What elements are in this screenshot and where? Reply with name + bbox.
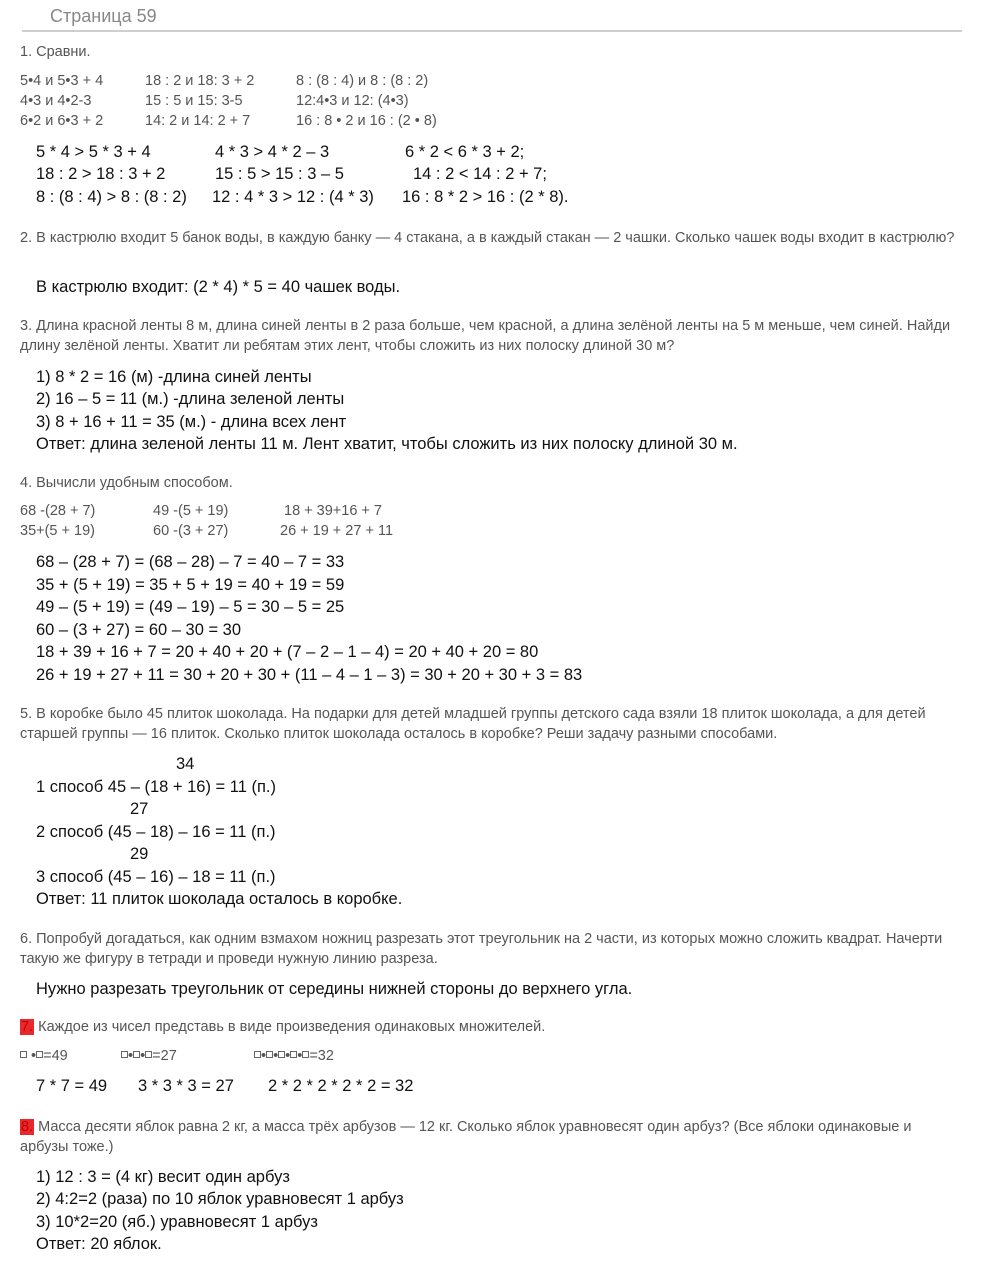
task4-answer-line: 18 + 39 + 16 + 7 = 20 + 40 + 20 + (7 – 2 – 1 – 4) = 20 + 40 + 20 = 80 bbox=[36, 643, 539, 661]
task7-answer: 3 * 3 * 3 = 27 bbox=[138, 1077, 234, 1095]
task7-answer: 2 * 2 * 2 * 2 * 2 = 32 bbox=[268, 1077, 414, 1095]
task5-question: 5. В коробке было 45 плиток шоколада. На подарки для детей младшей группы детского сада взяли 18 плиток шоколада, а для детей старшей группы — 16 плиток. Сколько плиток шоколада осталось в коробке? Реши задачу разными способами. bbox=[20, 706, 926, 742]
task5-way: 2 способ (45 – 18) – 16 = 11 (п.) bbox=[36, 823, 276, 841]
task7-expr: • • =27 bbox=[121, 1046, 177, 1066]
task7-expr-value: =49 bbox=[43, 1048, 68, 1064]
task5-intermediate: 34 bbox=[176, 755, 195, 773]
task7-expr: • • • • =32 bbox=[254, 1046, 334, 1066]
task8-answer-line: 1) 12 : 3 = (4 кг) весит один арбуз bbox=[36, 1168, 290, 1186]
task1-expr: 18 : 2 и 18: 3 + 2 bbox=[145, 73, 255, 89]
task5-way: 3 способ (45 – 16) – 18 = 11 (п.) bbox=[36, 868, 276, 886]
task5-intermediate: 27 bbox=[130, 800, 149, 818]
page-title: Страница 59 bbox=[50, 6, 157, 26]
task1-expr: 14: 2 и 14: 2 + 7 bbox=[145, 113, 251, 129]
task7-number: 7. bbox=[21, 1019, 34, 1035]
blank-box-icon bbox=[133, 1051, 140, 1058]
task1-answer: 6 * 2 < 6 * 3 + 2; bbox=[405, 143, 525, 161]
task6-answer: Нужно разрезать треугольник от середины нижней стороны до верхнего угла. bbox=[36, 980, 633, 998]
task1-expr: 15 : 5 и 15: 3-5 bbox=[145, 93, 243, 109]
task1-question: 1. Сравни. bbox=[20, 44, 91, 60]
task4-answer-line: 68 – (28 + 7) = (68 – 28) – 7 = 40 – 7 = 33 bbox=[36, 553, 345, 571]
task3-answer-line: Ответ: длина зеленой ленты 11 м. Лент хватит, чтобы сложить из них полоску длиной 30 м. bbox=[36, 435, 738, 453]
task4-answer-line: 35 + (5 + 19) = 35 + 5 + 19 = 40 + 19 = 59 bbox=[36, 576, 345, 594]
task2-question: 2. В кастрюлю входит 5 банок воды, в каждую банку — 4 стакана, а в каждый стакан — 2 чашки. Сколько чашек воды входит в кастрюлю? bbox=[20, 230, 955, 246]
task1-answer: 15 : 5 > 15 : 3 – 5 bbox=[215, 165, 344, 183]
task7-answer: 7 * 7 = 49 bbox=[36, 1077, 108, 1095]
task4-answer-line: 49 – (5 + 19) = (49 – 19) – 5 = 30 – 5 = 25 bbox=[36, 598, 345, 616]
task6-question: 6. Попробуй догадаться, как одним взмахом ножниц разрезать этот треугольник на 2 части, из которых можно сложить квадрат. Начерти такую же фигуру в тетради и проведи нужную линию разреза. bbox=[20, 931, 943, 967]
task1-expr: 4•3 и 4•2-3 bbox=[20, 93, 92, 109]
task1-answer: 12 : 4 * 3 > 12 : (4 * 3) bbox=[212, 188, 374, 206]
task5-answer: Ответ: 11 плиток шоколада осталось в коробке. bbox=[36, 890, 403, 908]
task1-answer: 18 : 2 > 18 : 3 + 2 bbox=[36, 165, 166, 183]
task3-question: 3. Длина красной ленты 8 м, длина синей ленты в 2 раза больше, чем красной, а длина зелёной ленты на 5 м меньше, чем синей. Найди длину зелёной ленты. Хватит ли ребятам этих лент, чтобы сложить из них полоску длиной 30 м? bbox=[20, 318, 951, 354]
task5-way: 1 способ 45 – (18 + 16) = 11 (п.) bbox=[36, 778, 276, 796]
task1-answer: 16 : 8 * 2 > 16 : (2 * 8). bbox=[402, 188, 569, 206]
blank-box-icon bbox=[266, 1051, 273, 1058]
task4-answer-line: 26 + 19 + 27 + 11 = 30 + 20 + 30 + (11 – 4 – 1 – 3) = 30 + 20 + 30 + 3 = 83 bbox=[36, 666, 583, 684]
task1-expr: 5•4 и 5•3 + 4 bbox=[20, 73, 104, 89]
task3-answer-line: 1) 8 * 2 = 16 (м) -длина синей ленты bbox=[36, 368, 312, 386]
task4-expr: 35+(5 + 19) bbox=[20, 523, 95, 539]
task4-expr: 18 + 39+16 + 7 bbox=[284, 503, 382, 519]
task8-answer-line: 2) 4:2=2 (раза) по 10 яблок уравновесят 1 арбуз bbox=[36, 1190, 404, 1208]
title-divider bbox=[22, 30, 962, 32]
task4-answer-line: 60 – (3 + 27) = 60 – 30 = 30 bbox=[36, 621, 242, 639]
task4-expr: 26 + 19 + 27 + 11 bbox=[280, 523, 394, 539]
task8-number: 8. bbox=[21, 1119, 34, 1135]
task7-question bbox=[20, 1017, 960, 1037]
task2-answer: В кастрюлю входит: (2 * 4) * 5 = 40 чашек воды. bbox=[36, 278, 401, 296]
task7-expr-value: =32 bbox=[309, 1048, 334, 1064]
task1-answer: 5 * 4 > 5 * 3 + 4 bbox=[36, 143, 151, 161]
task5-intermediate: 29 bbox=[130, 845, 149, 863]
task8-answer-line: Ответ: 20 яблок. bbox=[36, 1235, 162, 1253]
task1-answer: 14 : 2 < 14 : 2 + 7; bbox=[413, 165, 547, 183]
task1-expr: 6•2 и 6•3 + 2 bbox=[20, 113, 104, 129]
task7-question-text: Каждое из чисел представь в виде произведения одинаковых множителей. bbox=[34, 1019, 546, 1035]
task1-answer: 4 * 3 > 4 * 2 – 3 bbox=[215, 143, 330, 161]
task1-expr: 16 : 8 • 2 и 16 : (2 • 8) bbox=[296, 113, 437, 129]
task8-question bbox=[20, 1117, 960, 1157]
task4-question: 4. Вычисли удобным способом. bbox=[20, 475, 233, 491]
task4-expr: 60 -(3 + 27) bbox=[153, 523, 229, 539]
task8-answer-line: 3) 10*2=20 (яб.) уравновесят 1 арбуз bbox=[36, 1213, 318, 1231]
task4-expr: 68 -(28 + 7) bbox=[20, 503, 96, 519]
blank-box-icon bbox=[290, 1051, 297, 1058]
blank-box-icon bbox=[278, 1051, 285, 1058]
task8-question-text: Масса десяти яблок равна 2 кг, а масса трёх арбузов — 12 кг. Сколько яблок уравновесят один арбуз? (Все яблоки одинаковые и арбузы тоже.) bbox=[20, 1119, 912, 1155]
task1-answer: 8 : (8 : 4) > 8 : (8 : 2) bbox=[36, 188, 187, 206]
task1-expr: 8 : (8 : 4) и 8 : (8 : 2) bbox=[296, 73, 429, 89]
task1-expr: 12:4•3 и 12: (4•3) bbox=[296, 93, 409, 109]
blank-box-icon bbox=[254, 1051, 261, 1058]
task7-expr-value: =27 bbox=[152, 1048, 177, 1064]
task7-expr: • =49 bbox=[20, 1046, 68, 1066]
blank-box-icon bbox=[121, 1051, 128, 1058]
task3-answer-line: 2) 16 – 5 = 11 (м.) -длина зеленой ленты bbox=[36, 390, 345, 408]
task3-answer-line: 3) 8 + 16 + 11 = 35 (м.) - длина всех лент bbox=[36, 413, 347, 431]
task4-expr: 49 -(5 + 19) bbox=[153, 503, 229, 519]
blank-box-icon bbox=[20, 1051, 27, 1058]
